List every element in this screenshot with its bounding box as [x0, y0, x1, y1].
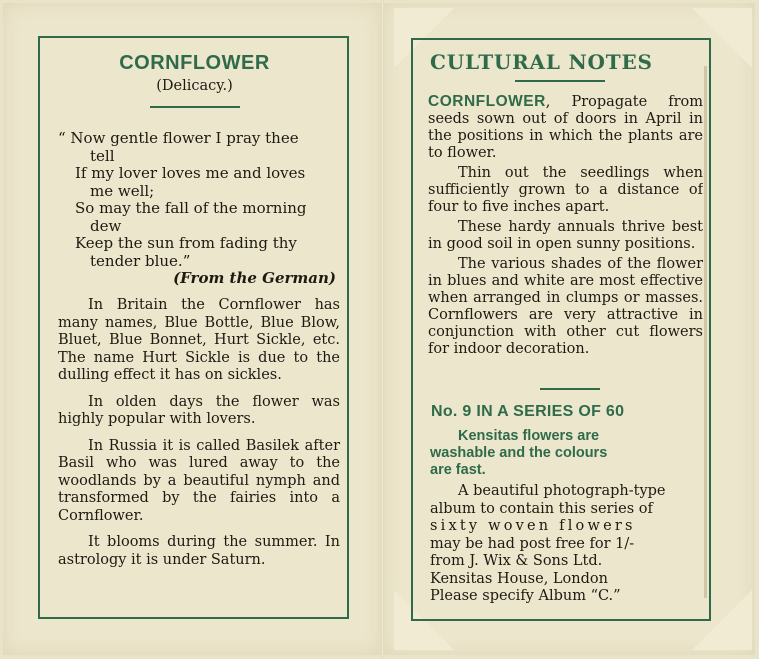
poem-line: dew — [90, 216, 122, 235]
notes-paragraph — [428, 93, 703, 162]
notes-lead: CORNFLOWER — [428, 93, 546, 110]
right-title: CULTURAL NOTES — [430, 50, 653, 74]
poem-attribution: (From the German) — [173, 269, 336, 287]
left-paragraph: In Britain the Cornflower has many names, Blue Bottle, Blue Blow, Bluet, Blue Bonnet, Hurt Sickle, etc. The name Hurt Sickle is due to the dulling effect it has on sickles. — [58, 297, 340, 383]
series-number: No. 9 IN A SERIES OF 60 — [431, 403, 625, 420]
left-paragraph: It blooms during the summer. In astrology it is under Saturn. — [58, 534, 340, 568]
poem-line: me well; — [90, 181, 155, 200]
album-line: sixty woven flowers — [430, 518, 636, 534]
album-line: album to contain this series of — [430, 500, 653, 517]
fold-line — [381, 0, 384, 659]
left-paragraph: In olden days the flower was highly popular with lovers. — [58, 393, 340, 427]
poem-line: Keep the sun from fading thy — [75, 234, 297, 252]
notes-paragraph: Thin out the seedlings when sufficiently grown to a distance of four to five inches apart. — [428, 165, 703, 215]
poem-line: tender blue.” — [90, 251, 191, 270]
left-title-rule — [150, 106, 240, 108]
right-section-rule — [540, 388, 600, 390]
notes-paragraph: These hardy annuals thrive best in good soil in open sunny positions. — [428, 219, 703, 252]
washable-line: Kensitas flowers are — [458, 428, 600, 444]
poem-line: “ Now gentle flower I pray thee — [58, 129, 299, 147]
notes-paragraph: The various shades of the flower in blues and white are most effective when arranged in clumps or masses. Cornflowers are very attractive in conjunction with other cut flowers for indoor decoration. — [428, 256, 703, 357]
left-title: CORNFLOWER — [119, 52, 270, 74]
album-line: Kensitas House, London — [430, 570, 608, 587]
album-line: A beautiful photograph-type — [458, 483, 666, 499]
poem-line: So may the fall of the morning — [75, 199, 307, 217]
album-line: from J. Wix & Sons Ltd. — [430, 553, 603, 569]
left-paragraph: In Russia it is called Basilek after Basil who was lured away to the woodlands by a beautiful nymph and transformed by the fairies into a Cornflower. — [58, 437, 340, 524]
notes-paragraph-rest: , Propagate from seeds sown out of doors in April in the positions in which the plants are to flower. — [428, 94, 703, 161]
washable-line: washable and the colours — [430, 445, 608, 461]
poem-line: tell — [90, 146, 115, 165]
left-subtitle: (Delicacy.) — [156, 78, 233, 94]
poem-line: If my lover loves me and loves — [75, 164, 306, 182]
cultural-notes-body — [428, 93, 703, 383]
album-line: Please specify Album “C.” — [430, 588, 621, 604]
right-title-rule — [515, 80, 605, 82]
washable-line: are fast. — [430, 462, 486, 478]
album-offer — [430, 483, 703, 606]
left-body — [58, 297, 340, 578]
album-line: may be had post free for 1/- — [430, 535, 635, 552]
poem — [58, 130, 344, 288]
washable-notice — [430, 428, 703, 479]
